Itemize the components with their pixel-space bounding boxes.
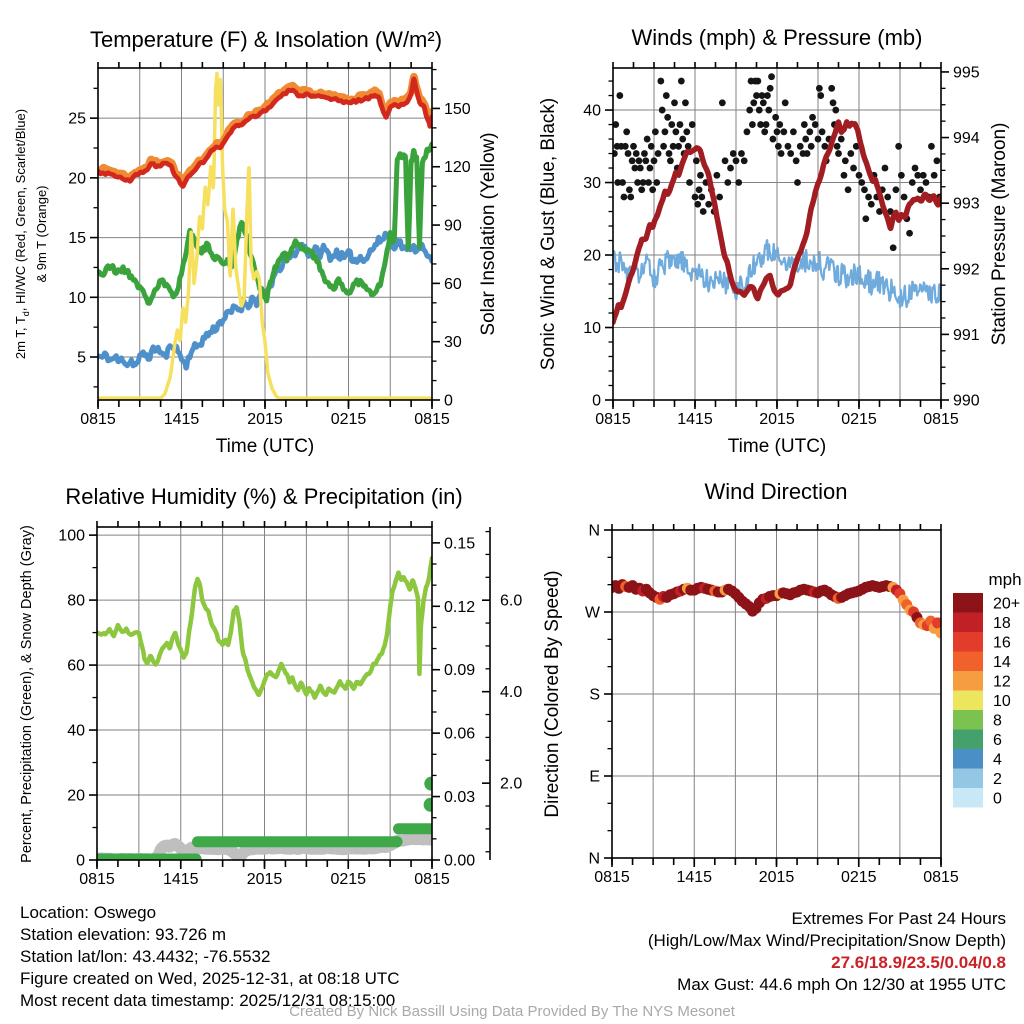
x-tick-label: 0815	[923, 411, 959, 428]
dot-precip_green_dots	[424, 798, 438, 812]
x-tick-label: 0215	[840, 869, 877, 886]
dot-gust_black_dots	[882, 165, 889, 172]
outer-tick-label: 4.0	[500, 684, 523, 702]
dot-gust_black_dots	[850, 165, 857, 172]
colorbar-block	[953, 613, 983, 633]
dot-gust_black_dots	[746, 107, 753, 114]
dot-gust_black_dots	[861, 186, 868, 193]
dot-gust_black_dots	[641, 150, 648, 157]
y-tick-label: 20	[67, 787, 85, 805]
y-tick-label: 60	[67, 657, 85, 675]
dot-gust_black_dots	[662, 128, 669, 135]
dot-gust_black_dots	[735, 179, 742, 186]
y-tick-label: 20	[583, 247, 601, 265]
dot-gust_black_dots	[794, 179, 801, 186]
x-tick-label: 0815	[79, 871, 115, 888]
panel1-xlabel: Time (UTC)	[215, 436, 315, 457]
colorbar-block	[953, 730, 983, 750]
dot-gust_black_dots	[651, 157, 658, 164]
dot-gust_black_dots	[845, 186, 852, 193]
dot-gust_black_dots	[847, 150, 854, 157]
colorbar-block	[953, 593, 983, 613]
dot-gust_black_dots	[912, 165, 919, 172]
dot-gust_black_dots	[819, 128, 826, 135]
panel2-ylabel-left: Sonic Wind & Gust (Blue, Black)	[538, 97, 559, 371]
dot-gust_black_dots	[808, 143, 815, 150]
dot-gust_black_dots	[686, 179, 693, 186]
dot-gust_black_dots	[890, 244, 897, 251]
dot-gust_black_dots	[920, 172, 927, 179]
colorbar-label: 20+	[993, 595, 1021, 613]
extremes-legend: (High/Low/Max Wind/Precipitation/Snow Depth)	[647, 931, 1006, 950]
dot-gust_black_dots	[806, 128, 813, 135]
dot-gust_black_dots	[627, 194, 634, 201]
dot-gust_black_dots	[862, 215, 869, 222]
colorbar-label: 12	[993, 673, 1011, 691]
dot-gust_black_dots	[776, 121, 783, 128]
panel-wind_direction	[585, 523, 1022, 887]
x-tick-label: 0815	[414, 411, 450, 428]
dot-gust_black_dots	[765, 107, 772, 114]
y-tick-label: 40	[67, 722, 85, 740]
dot-gust_black_dots	[644, 136, 651, 143]
dot-gust_black_dots	[774, 128, 781, 135]
x-tick-label: 2015	[247, 411, 283, 428]
dot-gust_black_dots	[733, 157, 740, 164]
extremes-maxgust: Max Gust: 44.6 mph On 12/30 at 1955 UTC	[677, 975, 1006, 994]
panel2-title: Winds (mph) & Pressure (mb)	[631, 25, 923, 50]
dot-gust_black_dots	[893, 186, 900, 193]
panel-humidity_precip	[58, 521, 522, 888]
panel-winds_pressure	[583, 62, 980, 428]
dot-gust_black_dots	[730, 150, 737, 157]
dot-gust_black_dots	[898, 172, 905, 179]
dot-gust_black_dots	[778, 150, 785, 157]
dot-gust_black_dots	[841, 172, 848, 179]
y-tick-label: 0.06	[444, 725, 476, 743]
extremes-values: 27.6/18.9/23.5/0.04/0.8	[831, 953, 1006, 972]
dot-gust_black_dots	[793, 157, 800, 164]
dot-gust_black_dots	[722, 157, 729, 164]
dot-gust_black_dots	[727, 165, 734, 172]
dot-gust_black_dots	[689, 121, 696, 128]
dot-gust_black_dots	[738, 150, 745, 157]
dot-gust_black_dots	[909, 179, 916, 186]
colorbar-label: 14	[993, 653, 1011, 671]
dot-gust_black_dots	[692, 194, 699, 201]
y-tick-label: 995	[953, 64, 980, 82]
colorbar-block	[953, 691, 983, 711]
y-tick-label: 30	[583, 175, 601, 193]
dot-gust_black_dots	[682, 99, 689, 106]
colorbar-label: 16	[993, 634, 1011, 652]
colorbar-label: 4	[993, 751, 1002, 769]
colorbar-block	[953, 769, 983, 789]
dot-gust_black_dots	[666, 150, 673, 157]
x-tick-label: 0815	[414, 871, 450, 888]
dot-gust_black_dots	[672, 128, 679, 135]
dot-gust_black_dots	[719, 99, 726, 106]
dot-gust_black_dots	[667, 157, 674, 164]
dot-gust_black_dots	[790, 128, 797, 135]
panel1-title: Temperature (F) & Insolation (W/m²)	[89, 27, 443, 52]
y-tick-label: E	[589, 768, 600, 786]
dot-gust_black_dots	[716, 194, 723, 201]
dot-gust_black_dots	[616, 92, 623, 99]
y-tick-label: 0.03	[444, 789, 476, 807]
colorbar-label: 18	[993, 614, 1011, 632]
colorbar-header: mph	[988, 570, 1022, 589]
outer-tick-label: 2.0	[500, 775, 523, 793]
x-tick-label: 1415	[677, 411, 713, 428]
series-group	[97, 558, 438, 860]
dot-gust_black_dots	[868, 201, 875, 208]
dot-gust_black_dots	[895, 143, 902, 150]
x-tick-label: 0815	[594, 869, 630, 886]
x-tick-label: 1415	[163, 411, 200, 428]
dot-gust_black_dots	[713, 172, 720, 179]
dot-gust_black_dots	[856, 172, 863, 179]
x-tick-label: 1415	[162, 871, 199, 888]
dot-gust_black_dots	[652, 128, 659, 135]
dot-gust_black_dots	[705, 201, 712, 208]
credit-footer: Created By Nick Bassill Using Data Provided By The NYS Mesonet	[289, 1003, 735, 1020]
y-tick-label: 15	[68, 230, 86, 248]
colorbar-block	[953, 652, 983, 672]
info-latlon: Station lat/lon: 43.4432; -76.5532	[20, 947, 271, 966]
dot-gust_black_dots	[642, 157, 649, 164]
y-tick-label: 0.00	[444, 852, 476, 870]
y-tick-label: S	[589, 686, 600, 704]
dot-gust_black_dots	[696, 186, 703, 193]
extremes-title: Extremes For Past 24 Hours	[791, 909, 1006, 928]
dot-gust_black_dots	[637, 165, 644, 172]
dot-gust_black_dots	[630, 143, 637, 150]
dot-gust_black_dots	[657, 78, 664, 85]
dot-gust_black_dots	[741, 157, 748, 164]
colorbar-label: 0	[993, 790, 1002, 808]
dot-gust_black_dots	[636, 157, 643, 164]
y-tick-label: 120	[444, 159, 471, 177]
dot-gust_black_dots	[804, 150, 811, 157]
colorbar-block	[953, 749, 983, 769]
colorbar-label: 8	[993, 712, 1002, 730]
y-tick-label: 100	[58, 527, 85, 545]
x-tick-label: 2015	[759, 411, 795, 428]
dot-gust_black_dots	[770, 136, 777, 143]
y-tick-label: 30	[444, 334, 462, 352]
y-tick-label: 150	[444, 100, 471, 118]
dot-gust_black_dots	[761, 128, 768, 135]
dot-gust_black_dots	[744, 128, 751, 135]
x-tick-label: 0215	[330, 411, 367, 428]
y-tick-label: W	[584, 604, 600, 622]
panel3-ylabel-left: Percent, Precipitation (Green), & Snow Depth (Gray)	[19, 525, 35, 863]
colorbar-block	[953, 710, 983, 730]
panel4-title: Wind Direction	[704, 479, 848, 504]
y-tick-label: 0.15	[444, 535, 476, 553]
y-tick-label: 0.09	[444, 662, 476, 680]
x-tick-label: 0215	[841, 411, 877, 428]
dot-gust_black_dots	[693, 157, 700, 164]
dot-gust_black_dots	[928, 143, 935, 150]
dot-gust_black_dots	[638, 186, 645, 193]
dot-gust_black_dots	[697, 172, 704, 179]
dot-gust_black_dots	[685, 143, 692, 150]
dot-gust_black_dots	[787, 150, 794, 157]
station-info	[20, 902, 400, 1012]
dot-gust_black_dots	[700, 208, 707, 215]
dot-gust_black_dots	[835, 150, 842, 157]
y-tick-label: 991	[953, 326, 980, 344]
dot-gust_black_dots	[679, 136, 686, 143]
dot-gust_black_dots	[906, 230, 913, 237]
dot-gust_black_dots	[629, 157, 636, 164]
y-tick-label: 80	[67, 592, 85, 610]
y-tick-label: 90	[444, 217, 462, 235]
dot-gust_black_dots	[828, 85, 835, 92]
panel2-ylabel-right: Station Pressure (Maroon)	[989, 122, 1010, 346]
dot-gust_black_dots	[664, 114, 671, 121]
outer-tick-label: 6.0	[500, 592, 523, 610]
panel1-ylabel-left: 2m T, $T_d$, HI/WC (Red, Green, Scarlet/Blue) & 9m T (Orange)	[13, 108, 49, 360]
panel3-title: Relative Humidity (%) & Precipitation (in)	[65, 484, 463, 509]
dot-gust_black_dots	[802, 136, 809, 143]
dot-gust_black_dots	[619, 179, 626, 186]
x-tick-label: 0815	[923, 869, 959, 886]
dot-gust_black_dots	[934, 157, 941, 164]
y-tick-label: 990	[953, 392, 980, 410]
dot-gust_black_dots	[832, 107, 839, 114]
x-tick-label: 0815	[595, 411, 631, 428]
y-tick-label: 0	[76, 852, 85, 870]
dot-gust_black_dots	[785, 143, 792, 150]
dot-gust_black_dots	[830, 99, 837, 106]
y-tick-label: 10	[68, 289, 86, 307]
dot-gust_black_dots	[675, 143, 682, 150]
y-tick-label: 993	[953, 195, 980, 213]
dot-gust_black_dots	[801, 121, 808, 128]
dot-gust_black_dots	[756, 107, 763, 114]
dot-gust_black_dots	[812, 121, 819, 128]
dot-gust_black_dots	[645, 179, 652, 186]
colorbar-label: 10	[993, 692, 1011, 710]
info-timestamp: Most recent data timestamp: 2025/12/31 08:15:00	[20, 991, 396, 1010]
y-tick-label: N	[588, 522, 600, 540]
y-tick-label: 0	[444, 392, 453, 410]
info-location: Location: Oswego	[20, 903, 157, 922]
dot-gust_black_dots	[724, 179, 731, 186]
x-tick-label: 1415	[676, 869, 713, 886]
x-tick-label: 0215	[330, 871, 367, 888]
dot-gust_black_dots	[625, 150, 632, 157]
panel1-ylabel-right: Solar Insolation (Yellow)	[478, 132, 499, 336]
dot-gust_black_dots	[750, 99, 757, 106]
dot-gust_black_dots	[683, 128, 690, 135]
panel4-ylabel-left: Direction (Colored By Speed)	[542, 570, 563, 818]
dot-gust_black_dots	[677, 121, 684, 128]
x-tick-label: 2015	[758, 869, 795, 886]
y-tick-label: 994	[953, 130, 980, 148]
dot-gust_black_dots	[623, 128, 630, 135]
dot-gust_black_dots	[923, 179, 930, 186]
x-tick-label: 0815	[80, 411, 116, 428]
dot-gust_black_dots	[809, 114, 816, 121]
dot-gust_black_dots	[659, 107, 666, 114]
y-tick-label: 0	[592, 392, 601, 410]
colorbar-label: 2	[993, 770, 1002, 788]
dot-gust_black_dots	[698, 194, 705, 201]
dot-gust_black_dots	[816, 85, 823, 92]
dot-gust_black_dots	[749, 121, 756, 128]
y-tick-label: 5	[77, 349, 86, 367]
dot-gust_black_dots	[660, 143, 667, 150]
dot-gust_black_dots	[782, 99, 789, 106]
y-tick-label: 40	[583, 102, 601, 120]
dot-gust_black_dots	[763, 121, 770, 128]
dot-gust_black_dots	[838, 136, 845, 143]
dot-gust_black_dots	[671, 99, 678, 106]
dot-gust_black_dots	[648, 143, 655, 150]
dot-gust_black_dots	[655, 150, 662, 157]
y-tick-label: 20	[68, 170, 86, 188]
dot-gust_black_dots	[842, 157, 849, 164]
dot-gust_black_dots	[901, 194, 908, 201]
dot-gust_black_dots	[865, 194, 872, 201]
dot-gust_black_dots	[754, 78, 761, 85]
dot-gust_black_dots	[768, 73, 775, 80]
y-tick-label: 25	[68, 110, 86, 128]
dot-gust_black_dots	[626, 186, 633, 193]
dot-gust_black_dots	[649, 186, 656, 193]
dot-gust_black_dots	[775, 143, 782, 150]
y-tick-label: 992	[953, 261, 980, 279]
colorbar-label: 6	[993, 731, 1002, 749]
dot-gust_black_dots	[931, 172, 938, 179]
dot-gust_black_dots	[780, 128, 787, 135]
dot-gust_black_dots	[858, 179, 865, 186]
y-tick-label: 0.12	[444, 598, 476, 616]
dot-gust_black_dots	[767, 85, 774, 92]
dot-gust_black_dots	[834, 143, 841, 150]
dot-gust_black_dots	[764, 92, 771, 99]
dot-gust_black_dots	[647, 165, 654, 172]
dot-gust_black_dots	[917, 186, 924, 193]
colorbar-block	[953, 632, 983, 652]
y-tick-label: 60	[444, 275, 462, 293]
panel-temperature_insolation	[68, 62, 471, 428]
info-elevation: Station elevation: 93.726 m	[20, 925, 227, 944]
dot-gust_black_dots	[760, 99, 767, 106]
colorbar-block	[953, 671, 983, 691]
dot-gust_black_dots	[621, 194, 628, 201]
dot-gust_black_dots	[622, 143, 629, 150]
dot-gust_black_dots	[815, 136, 822, 143]
dot-gust_black_dots	[884, 194, 891, 201]
dot-gust_black_dots	[653, 179, 660, 186]
dot-gust_black_dots	[694, 201, 701, 208]
dot-gust_black_dots	[772, 114, 779, 121]
dot-gust_black_dots	[668, 121, 675, 128]
extremes-block	[648, 908, 1006, 996]
dot-gust_black_dots	[633, 150, 640, 157]
panel2-xlabel: Time (UTC)	[727, 436, 827, 457]
dot-gust_black_dots	[663, 92, 670, 99]
dot-gust_black_dots	[817, 92, 824, 99]
colorbar-block	[953, 788, 983, 808]
info-created: Figure created on Wed, 2025-12-31, at 08:18 UTC	[20, 969, 400, 988]
y-tick-label: N	[588, 850, 600, 868]
x-tick-label: 2015	[246, 871, 283, 888]
y-tick-label: 10	[583, 320, 601, 338]
dot-gust_black_dots	[797, 143, 804, 150]
dot-gust_black_dots	[678, 78, 685, 85]
